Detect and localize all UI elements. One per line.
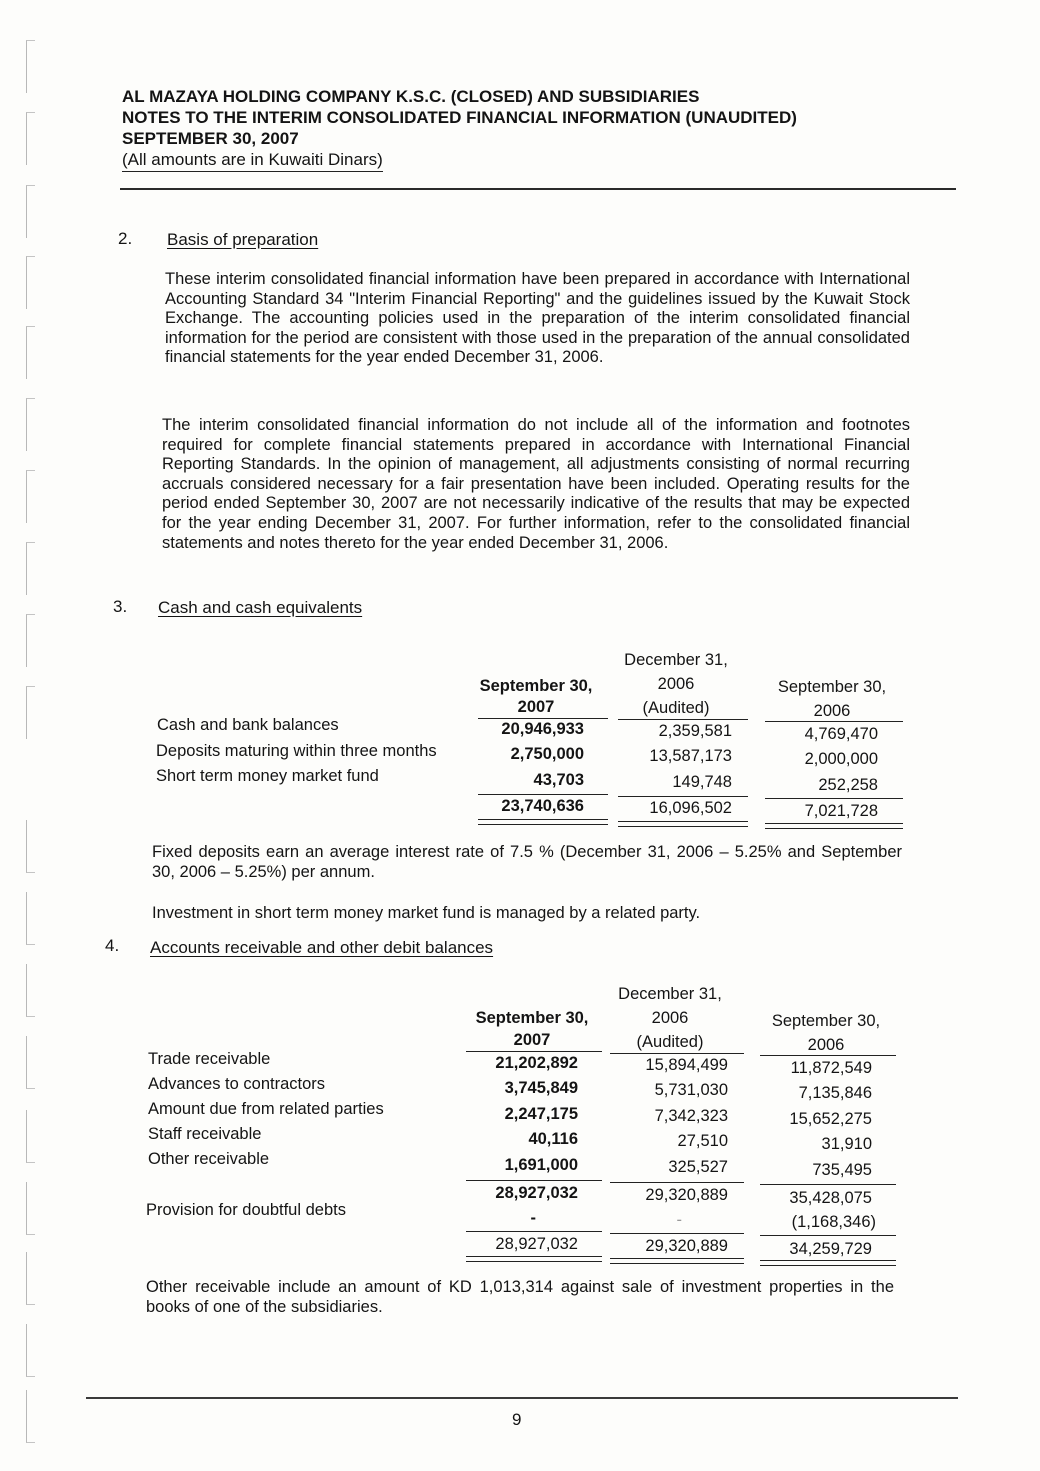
binding-mark [26, 256, 35, 309]
page-header [122, 86, 842, 172]
binding-mark [26, 1252, 35, 1305]
binding-mark [26, 40, 35, 93]
subtotal-rule [760, 1235, 896, 1236]
table-cell: 21,202,892 [495, 1054, 578, 1072]
total-double-rule [466, 1256, 602, 1262]
header-underline [765, 721, 903, 722]
binding-mark [26, 820, 35, 873]
column-header-line: (Audited) [636, 1033, 704, 1051]
page-number: 9 [512, 1410, 522, 1429]
binding-mark [26, 1036, 35, 1089]
table-cell: (1,168,346) [791, 1213, 876, 1231]
table-cell: 5,731,030 [654, 1081, 728, 1099]
notes-title: NOTES TO THE INTERIM CONSOLIDATED FINANCIAL INFORMATION (UNAUDITED) [122, 108, 797, 127]
paragraph: Fixed deposits earn an average interest rate of 7.5 % (December 31, 2006 – 5.25% and September 30, 2006 – 5.25%) per annum. [152, 843, 902, 881]
table-cell: 40,116 [528, 1130, 578, 1148]
header-underline [610, 1053, 744, 1054]
table-cell: - [676, 1211, 682, 1229]
currency-note: (All amounts are in Kuwaiti Dinars) [122, 149, 383, 172]
row-label: Trade receivable [148, 1050, 271, 1068]
column-header-line: 2006 [651, 1009, 689, 1027]
table-cell: 20,946,933 [501, 720, 584, 738]
row-label: Staff receivable [148, 1125, 262, 1143]
paragraph: Other receivable include an amount of KD 1,013,314 against sale of investment properties in the books of one of the subsidiaries. [146, 1278, 894, 1316]
binding-mark [26, 1324, 35, 1377]
total-cell: 23,740,636 [501, 797, 584, 815]
column-header-line: 2006 [657, 675, 695, 693]
column-header-line: December 31, [624, 651, 728, 669]
binding-mark [26, 1182, 35, 1235]
row-label: Other receivable [148, 1150, 270, 1168]
binding-mark [26, 185, 35, 238]
binding-mark [26, 542, 35, 595]
column-header-line: 2006 [813, 702, 851, 720]
binding-mark [26, 470, 35, 523]
subtotal-cell: 35,428,075 [789, 1189, 872, 1207]
column-header-line: September 30, [771, 1012, 881, 1030]
column-header-line: September 30, [777, 678, 887, 696]
table-cell: 43,703 [533, 771, 584, 789]
column-header-line: September 30, [479, 677, 593, 695]
paragraph: These interim consolidated financial information have been prepared in accordance with International Accounting Standard 34 "Interim Financial Reporting" and the guidelines issued by the Kuwait Stock Exchange. The accounting policies used in the preparation of the interim consolidated financial information for the period are consistent with those used in the preparation of the annual consolidated financial statements for the year ended December 31, 2006. [165, 270, 910, 367]
binding-mark [26, 112, 35, 165]
total-double-rule [610, 1258, 744, 1264]
subtotal-cell: 28,927,032 [495, 1184, 578, 1202]
table-cell: 4,769,470 [804, 725, 878, 743]
subtotal-cell: 29,320,889 [645, 1186, 728, 1204]
binding-mark [26, 1110, 35, 1163]
section-number: 3. [113, 597, 128, 616]
total-cell: 16,096,502 [649, 799, 732, 817]
table-cell: 735,495 [812, 1161, 872, 1179]
column-header-line: (Audited) [642, 699, 710, 717]
column-header-line: December 31, [618, 985, 722, 1003]
table-cell: 27,510 [677, 1132, 728, 1150]
table-cell: 1,691,000 [504, 1156, 578, 1174]
section-title: Cash and cash equivalents [158, 598, 363, 617]
subtotal-rule [618, 796, 748, 797]
binding-mark [26, 964, 35, 1017]
subtotal-rule [765, 798, 903, 799]
footer-rule [86, 1397, 958, 1399]
table-cell: 11,872,549 [790, 1059, 872, 1077]
total-cell: 29,320,889 [645, 1237, 728, 1255]
row-label: Provision for doubtful debts [146, 1201, 346, 1219]
table-cell: 2,000,000 [804, 750, 878, 768]
binding-mark [26, 326, 35, 379]
subtotal-rule [610, 1233, 744, 1234]
row-label: Cash and bank balances [157, 716, 339, 734]
row-label: Amount due from related parties [148, 1100, 384, 1118]
section-title: Basis of preparation [167, 230, 319, 249]
subtotal-rule [760, 1184, 896, 1185]
company-name: AL MAZAYA HOLDING COMPANY K.S.C. (CLOSED) AND SUBSIDIARIES [122, 87, 700, 106]
column-header-line: September 30, [475, 1009, 589, 1027]
row-label: Short term money market fund [156, 767, 379, 785]
row-label: Deposits maturing within three months [156, 742, 437, 760]
table-cell: 252,258 [818, 776, 878, 794]
column-header-line: 2007 [517, 698, 555, 716]
total-double-rule [478, 819, 608, 825]
table-cell: 149,748 [672, 773, 732, 791]
table-cell: 7,342,323 [654, 1107, 728, 1125]
total-double-rule [618, 821, 748, 827]
table-cell: - [530, 1209, 536, 1227]
binding-mark [26, 614, 35, 667]
binding-mark [26, 398, 35, 451]
subtotal-rule [610, 1182, 744, 1183]
section-number: 4. [105, 936, 120, 955]
binding-mark [26, 1390, 35, 1443]
binding-mark [26, 686, 35, 739]
table-cell: 31,910 [821, 1135, 872, 1153]
table-cell: 15,894,499 [645, 1056, 728, 1074]
table-cell: 3,745,849 [504, 1079, 578, 1097]
section-title: Accounts receivable and other debit balances [150, 938, 494, 957]
subtotal-rule [466, 1231, 602, 1232]
total-cell: 34,259,729 [789, 1240, 872, 1258]
total-double-rule [760, 1260, 896, 1266]
report-date: SEPTEMBER 30, 2007 [122, 129, 299, 148]
binding-edge-marks [8, 30, 48, 1450]
subtotal-rule [466, 1180, 602, 1181]
table-cell: 2,247,175 [504, 1105, 578, 1123]
row-label: Advances to contractors [148, 1075, 326, 1093]
binding-mark [26, 892, 35, 945]
table-cell: 15,652,275 [789, 1110, 872, 1128]
table-cell: 13,587,173 [649, 747, 732, 765]
table-cell: 2,359,581 [658, 722, 732, 740]
table-cell: 7,135,846 [798, 1084, 872, 1102]
section-number: 2. [118, 229, 133, 248]
header-rule [120, 188, 956, 190]
header-underline [466, 1051, 602, 1052]
total-double-rule [765, 823, 903, 829]
paragraph: Investment in short term money market fund is managed by a related party. [152, 904, 701, 922]
table-cell: 325,527 [668, 1158, 728, 1176]
paragraph: The interim consolidated financial information do not include all of the information and footnotes required for complete financial statements prepared in accordance with International Financial Reporting Standards. In the opinion of management, all adjustments consisting of normal recurring accruals considered necessary for a fair presentation have been included. Operating results for the period ended September 30, 2007 are not necessarily indicative of the results that may be expected for the year ending December 31, 2007. For further information, refer to the consolidated financial statements and notes thereto for the year ended December 31, 2006. [162, 416, 910, 552]
header-underline [760, 1055, 896, 1056]
subtotal-rule [478, 794, 608, 795]
header-underline [618, 719, 748, 720]
column-header-line: 2007 [513, 1031, 551, 1049]
total-cell: 7,021,728 [804, 802, 878, 820]
column-header-line: 2006 [807, 1036, 845, 1054]
total-cell: 28,927,032 [495, 1235, 578, 1253]
table-cell: 2,750,000 [510, 745, 584, 763]
